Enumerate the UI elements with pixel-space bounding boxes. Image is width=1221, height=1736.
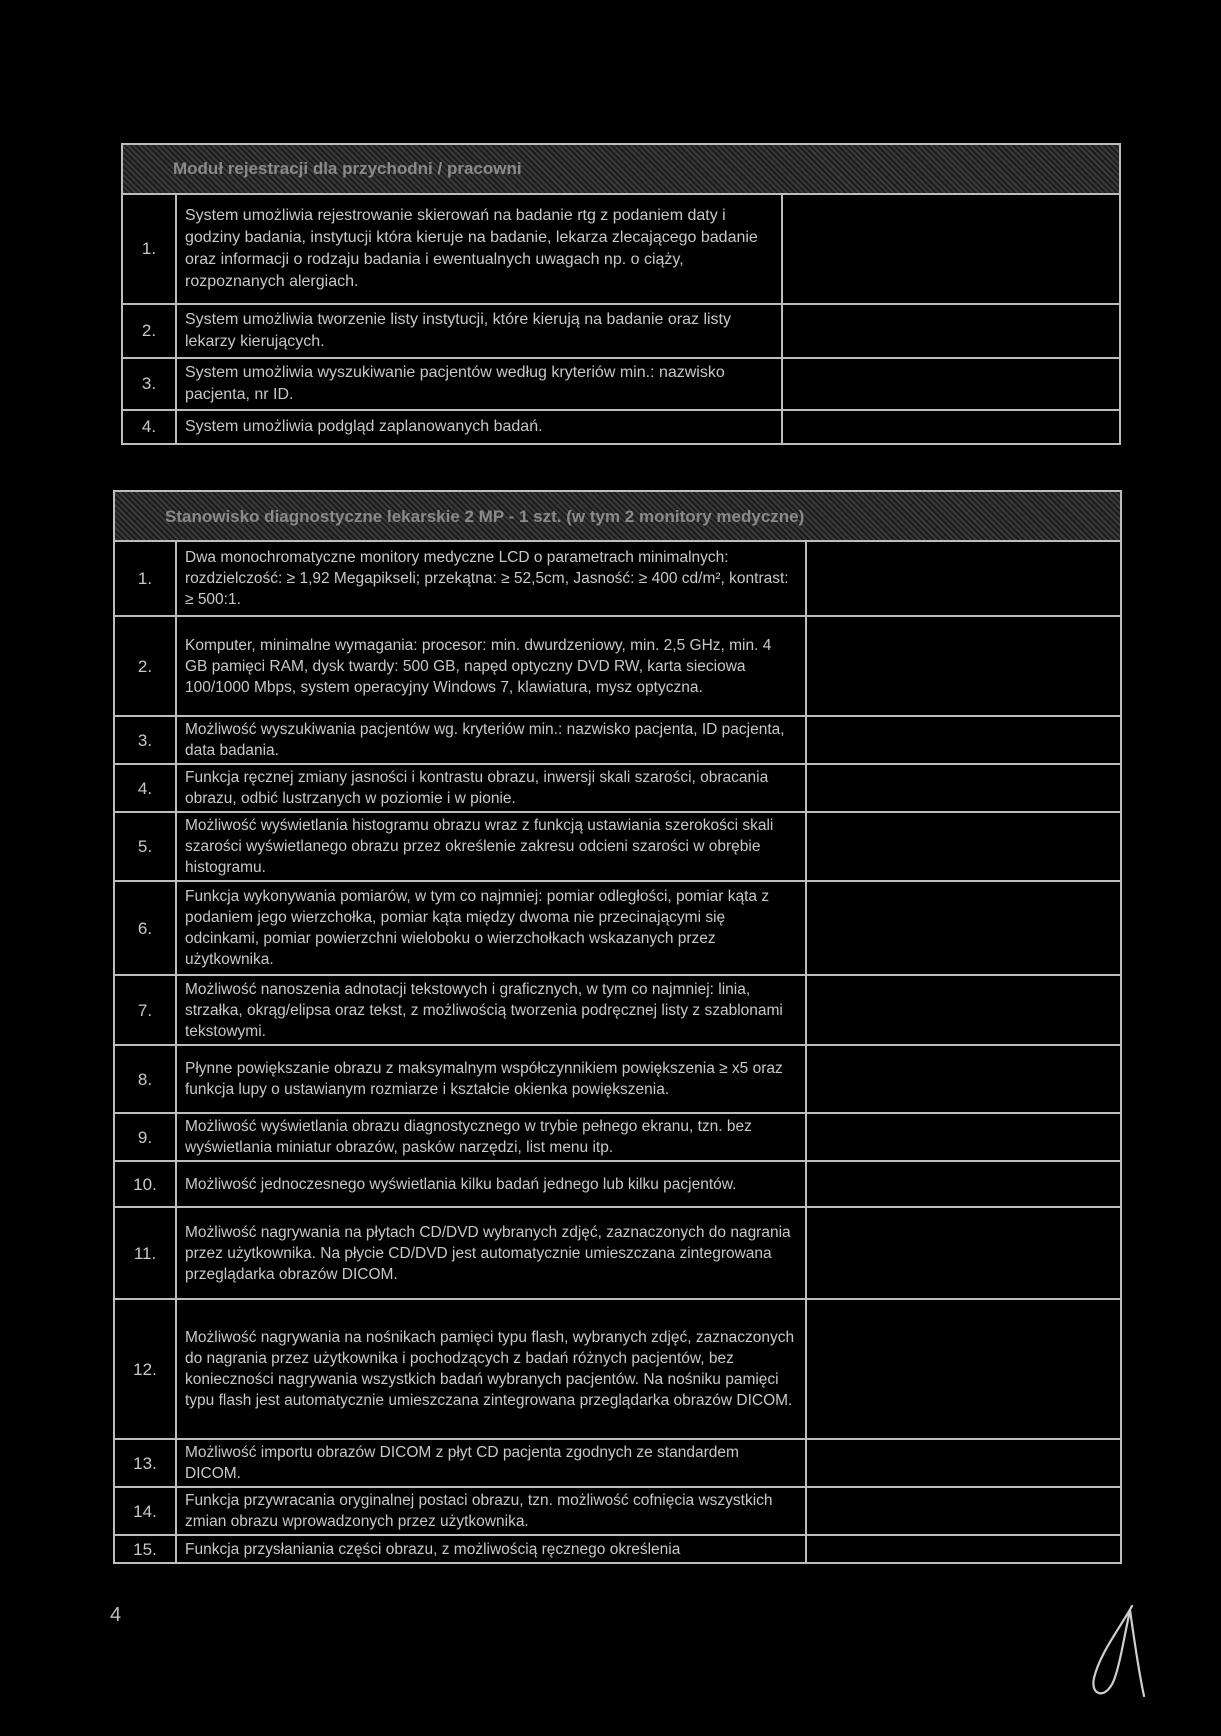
row-number: 1.	[114, 541, 176, 616]
requirements-table-workstation	[113, 490, 1122, 1564]
table-row	[114, 616, 1121, 716]
section-header-row	[114, 491, 1121, 541]
table-row	[114, 975, 1121, 1045]
row-text: Możliwość nagrywania na płytach CD/DVD wybranych zdjęć, zaznaczonych do nagrania przez użytkownika. Na płycie CD/DVD jest automatycznie umieszczana zintegrowana przeglądarka obrazów DICOM.	[176, 1207, 806, 1299]
row-number: 2.	[122, 304, 176, 358]
row-number: 3.	[122, 358, 176, 410]
row-text: Możliwość nanoszenia adnotacji tekstowych i graficznych, w tym co najmniej: linia, strzałka, okrąg/elipsa oraz tekst, z możliwością tworzenia podręcznej listy z szablonami tekstowymi.	[176, 975, 806, 1045]
value-cell	[806, 1487, 1121, 1535]
value-cell	[806, 1535, 1121, 1563]
table-row	[114, 1045, 1121, 1113]
row-text: Funkcja przywracania oryginalnej postaci obrazu, tzn. możliwość cofnięcia wszystkich zmian obrazu wprowadzonych przez użytkownika.	[176, 1487, 806, 1535]
row-number: 5.	[114, 812, 176, 881]
row-text: Płynne powiększanie obrazu z maksymalnym współczynnikiem powiększenia ≥ x5 oraz funkcja lupy o ustawianym rozmiarze i kształcie okienka powiększenia.	[176, 1045, 806, 1113]
value-cell	[806, 616, 1121, 716]
table-row	[114, 1161, 1121, 1207]
row-number: 13.	[114, 1439, 176, 1487]
table-row	[122, 194, 1120, 304]
value-cell	[806, 716, 1121, 764]
value-cell	[806, 1161, 1121, 1207]
section-header: Stanowisko diagnostyczne lekarskie 2 MP - 1 szt. (w tym 2 monitory medyczne)	[114, 491, 1121, 541]
row-text: Możliwość wyszukiwania pacjentów wg. kryteriów min.: nazwisko pacjenta, ID pacjenta, data badania.	[176, 716, 806, 764]
row-number: 10.	[114, 1161, 176, 1207]
row-text: System umożliwia podgląd zaplanowanych badań.	[176, 410, 782, 444]
value-cell	[806, 812, 1121, 881]
row-number: 11.	[114, 1207, 176, 1299]
signature-icon	[1080, 1598, 1160, 1708]
table-row	[114, 541, 1121, 616]
section-header-row	[122, 144, 1120, 194]
value-cell	[806, 1439, 1121, 1487]
requirements-table-registration	[121, 143, 1121, 445]
section-header: Moduł rejestracji dla przychodni / pracowni	[122, 144, 1120, 194]
value-cell	[782, 304, 1120, 358]
row-text: Funkcja przysłaniania części obrazu, z możliwością ręcznego określenia	[176, 1535, 806, 1563]
page-number: 4	[110, 1604, 122, 1626]
row-text: Funkcja ręcznej zmiany jasności i kontrastu obrazu, inwersji skali szarości, obracania obrazu, odbić lustrzanych w poziomie i w pionie.	[176, 764, 806, 812]
row-text: Dwa monochromatyczne monitory medyczne LCD o parametrach minimalnych: rozdzielczość: ≥ 1,92 Megapikseli; przekątna: ≥ 52,5cm, Jasność: ≥ 400 cd/m², kontrast: ≥ 500:1.	[176, 541, 806, 616]
row-text: Możliwość nagrywania na nośnikach pamięci typu flash, wybranych zdjęć, zaznaczonych do nagrania przez użytkownika i pochodzących z badań różnych pacjentów, bez konieczności nagrywania wszystkich badań wybranych pacjentów. Na nośniku pamięci typu flash jest automatycznie umieszczana zintegrowana przeglądarka obrazów DICOM.	[176, 1299, 806, 1439]
table-row	[114, 812, 1121, 881]
value-cell	[806, 1299, 1121, 1439]
table-row	[114, 1439, 1121, 1487]
value-cell	[806, 541, 1121, 616]
value-cell	[806, 975, 1121, 1045]
row-number: 1.	[122, 194, 176, 304]
row-number: 3.	[114, 716, 176, 764]
table-row	[122, 410, 1120, 444]
row-number: 14.	[114, 1487, 176, 1535]
row-text: Możliwość jednoczesnego wyświetlania kilku badań jednego lub kilku pacjentów.	[176, 1161, 806, 1207]
value-cell	[782, 358, 1120, 410]
table-row	[122, 358, 1120, 410]
value-cell	[806, 764, 1121, 812]
table-row	[114, 716, 1121, 764]
table-row	[114, 881, 1121, 975]
row-text: Możliwość importu obrazów DICOM z płyt CD pacjenta zgodnych ze standardem DICOM.	[176, 1439, 806, 1487]
row-text: Funkcja wykonywania pomiarów, w tym co najmniej: pomiar odległości, pomiar kąta z podaniem jego wierzchołka, pomiar kąta między dwoma nie przecinającymi się odcinkami, pomiar powierzchni wieloboku o wierzchołkach wskazanych przez użytkownika.	[176, 881, 806, 975]
row-number: 15.	[114, 1535, 176, 1563]
row-number: 12.	[114, 1299, 176, 1439]
row-text: System umożliwia tworzenie listy instytucji, które kierują na badanie oraz listy lekarzy kierujących.	[176, 304, 782, 358]
row-text: Możliwość wyświetlania obrazu diagnostycznego w trybie pełnego ekranu, tzn. bez wyświetlania miniatur obrazów, pasków narzędzi, list menu itp.	[176, 1113, 806, 1161]
value-cell	[782, 194, 1120, 304]
row-text: System umożliwia rejestrowanie skierowań na badanie rtg z podaniem daty i godziny badania, instytucji która kieruje na badanie, lekarza zlecającego badanie oraz informacji o rodzaju badania i ewentualnych uwagach np. o ciąży, rozpoznanych alergiach.	[176, 194, 782, 304]
table-row	[114, 764, 1121, 812]
table-row	[114, 1535, 1121, 1563]
value-cell	[806, 1207, 1121, 1299]
row-number: 7.	[114, 975, 176, 1045]
row-text: Możliwość wyświetlania histogramu obrazu wraz z funkcją ustawiania szerokości skali szarości wyświetlanego obrazu przez określenie zakresu odcieni szarości w obrębie histogramu.	[176, 812, 806, 881]
value-cell	[806, 1113, 1121, 1161]
row-number: 9.	[114, 1113, 176, 1161]
row-number: 8.	[114, 1045, 176, 1113]
row-text: System umożliwia wyszukiwanie pacjentów według kryteriów min.: nazwisko pacjenta, nr ID.	[176, 358, 782, 410]
row-number: 2.	[114, 616, 176, 716]
value-cell	[782, 410, 1120, 444]
value-cell	[806, 881, 1121, 975]
value-cell	[806, 1045, 1121, 1113]
row-number: 4.	[114, 764, 176, 812]
table-row	[114, 1113, 1121, 1161]
table-row	[114, 1487, 1121, 1535]
row-number: 4.	[122, 410, 176, 444]
table-row	[122, 304, 1120, 358]
table-row	[114, 1299, 1121, 1439]
row-number: 6.	[114, 881, 176, 975]
row-text: Komputer, minimalne wymagania: procesor: min. dwurdzeniowy, min. 2,5 GHz, min. 4 GB pamięci RAM, dysk twardy: 500 GB, napęd optyczny DVD RW, karta sieciowa 100/1000 Mbps, system operacyjny Windows 7, klawiatura, mysz optyczna.	[176, 616, 806, 716]
table-row	[114, 1207, 1121, 1299]
